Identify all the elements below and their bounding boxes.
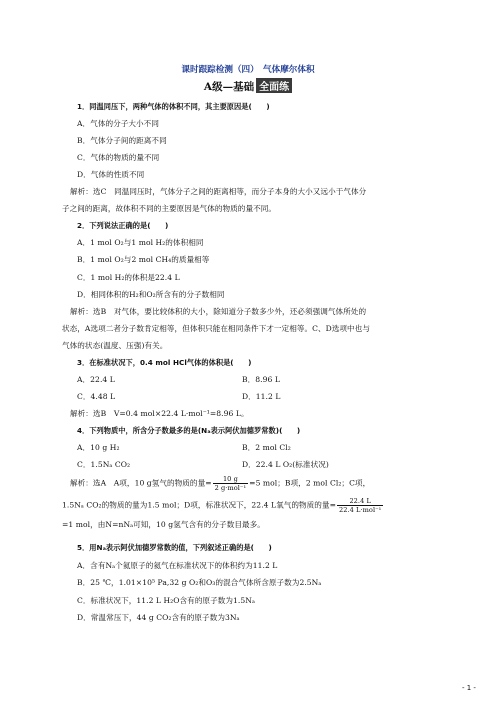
text-line: D．常温常压下，44 g CO₂含有的原子数为3Nₐ [77,613,240,623]
text-line: 解析：选B 对气体，要比较体积的大小，除知道分子数多少外，还必须强调气体所处的 [70,306,367,316]
text-line: C．4.48 L D．11.2 L [77,391,281,401]
text-line: D．气体的性质不同 [77,170,145,180]
text-line: 子之间的距离，故体积不同的主要原因是气体的物质的量不同。 [62,204,277,214]
q4-analysis-line3: =1 mol，由N=nNₐ可知，10 g氢气含有的分子数目最多。 [62,520,265,529]
q4-analysis-line2: 1.5Nₐ CO₂的物质的量为1.5 mol；D项，标准状况下，22.4 L氧气的物质的量= $\frac{22.4 L}{\text{22.4 L·mol⁻¹}}$ [62,497,382,514]
text-line: B．1 mol O₂与2 mol CH₄的质量相等 [77,255,210,265]
text-line: A．气体的分子大小不同 [77,119,159,129]
level-heading [0,78,496,94]
page-number: - 1 - [462,684,476,692]
text-line: C．1 mol H₂的体积是22.4 L [77,272,180,282]
level-prefix: A级—基础 [203,81,255,93]
text-line: C．1.5Nₐ CO₂ D．22.4 L O₂(标准状况) [77,460,329,470]
question-stem: 2．下列说法正确的是( ) [77,221,169,231]
text-line: B．25 ℃，1.01×10⁵ Pa,32 g O₂和O₃的混合气体所含原子数为2.5Nₐ [77,578,322,588]
text-line: D．相同体积的H₂和O₂所含有的分子数相同 [77,289,225,299]
question-stem: 5．用Nₐ表示阿伏加德罗常数的值，下列叙述正确的是( ) [77,543,272,552]
page-title: 课时跟踪检测（四） 气体摩尔体积 [181,65,315,75]
option-right: D．22.4 L O₂(标准状况) [242,460,329,470]
option-right: B．8.96 L [242,374,280,384]
option-right: B．2 mol Cl₂ [242,443,291,452]
text-line: 解析：选B V=0.4 mol×22.4 L·mol⁻¹=8.96 L。 [70,408,249,418]
q4-analysis-line1: 解析：选A A项，10 g氢气的物质的量= $\frac{10 g}{\text{2 g·mol⁻¹}}$ =5 mol；B项，2 mol Cl₂；C项， [70,475,371,492]
question-stem: 1．同温同压下，两种气体的体积不同，其主要原因是( ) [77,102,270,111]
text-line: B．气体分子间的距离不同 [77,136,167,146]
question-stem: 3．在标准状况下，0.4 mol HCl气体的体积是( ) [77,357,252,367]
text-line: A．10 g H₂ B．2 mol Cl₂ [77,443,291,452]
fraction: $\frac{10 g}{\text{2 g·mol⁻¹}}$ [214,475,247,492]
text-line: A．22.4 L B．8.96 L [77,374,280,384]
fraction: $\frac{22.4 L}{\text{22.4 L·mol⁻¹}}$ [339,497,382,514]
option-right: D．11.2 L [242,391,281,401]
text-line: 解析：选C 同温同压时，气体分子之间的距离相等，而分子本身的大小又远小于气体分 [70,187,367,197]
text-line: C．标准状况下，11.2 L H₂O含有的原子数为1.5Nₐ [77,595,255,605]
level-badge: 全面练 [256,78,292,93]
text-line: 状态，A选项二者分子数肯定相等，但体积只能在相同条件下才一定相等。C、D选项中也与 [62,323,370,333]
question-stem: 4．下列物质中，所含分子数最多的是(Nₐ表示阿伏加德罗常数)( ) [77,425,301,435]
text-line: A．1 mol O₂与1 mol H₂的体积相同 [77,238,204,248]
text-line: C．气体的物质的量不同 [77,153,160,163]
text-line: 气体的状态(温度、压强)有关。 [62,340,168,350]
text-line: A．含有Nₐ个氦原子的氦气在标准状况下的体积约为11.2 L [77,560,278,570]
